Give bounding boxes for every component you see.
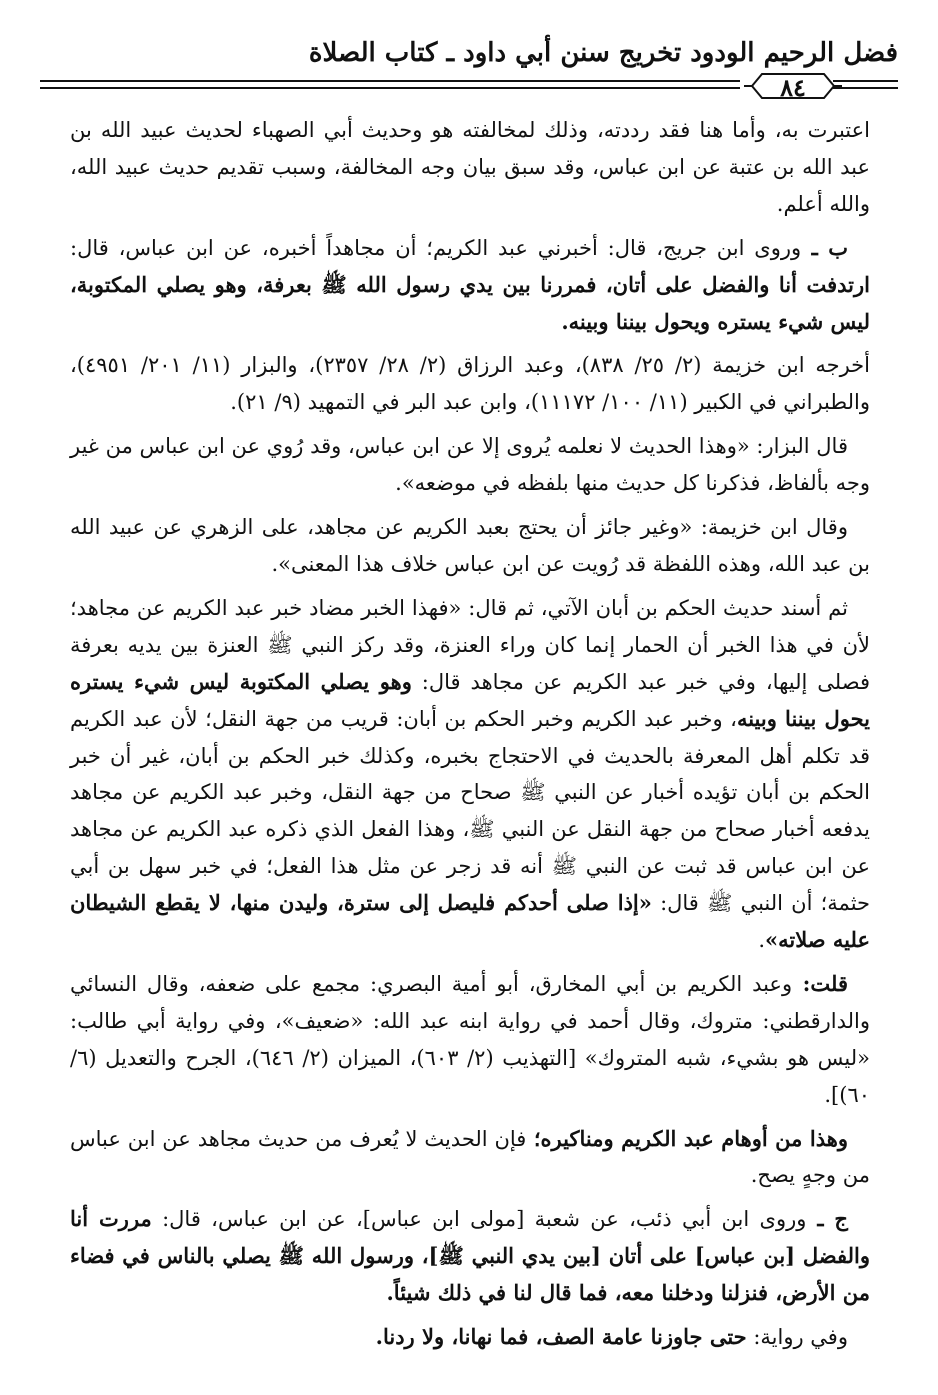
- hadith-text: مررت أنا والفضل [بن عباس] على أتان [بين يدي النبي ﷺ]، ورسول الله ﷺ يصلي بالناس في فضاء من الأرض، فنزلنا ودخلنا معه، فما قال لنا في ذلك شيئاً.: [70, 1206, 870, 1306]
- header-rule: [40, 80, 740, 82]
- paragraph: [70, 1121, 870, 1195]
- hadith-text: حتى جاوزنا عامة الصف، فما نهانا، ولا ردنا.: [375, 1324, 747, 1350]
- page-body: [70, 112, 870, 1363]
- paragraph: [70, 590, 870, 959]
- emphasis-text: وهذا من أوهام عبد الكريم ومناكيره؛: [526, 1125, 848, 1151]
- text-run: اعتبرت به، وأما هنا فقد رددته، وذلك لمخالفته هو وحديث أبي الصهباء لحديث عبيد الله بن عبد الله بن عتبة عن ابن عباس، وقد سبق بيان وجه المخالفة، وسبب تقديم حديث عبيد الله، والله أعلم.: [70, 118, 870, 216]
- paragraph: [70, 1201, 870, 1312]
- text-run: وروى ابن أبي ذئب، عن شعبة [مولى ابن عباس]، عن ابن عباس، قال:: [151, 1207, 807, 1232]
- text-run: وروى ابن جريج، قال: أخبرني عبد الكريم؛ أن مجاهداً أخبره، عن ابن عباس، قال:: [70, 235, 802, 260]
- paragraph: [70, 230, 870, 341]
- text-run: .: [758, 928, 766, 953]
- paragraph: [70, 112, 870, 223]
- header-rule: [40, 87, 740, 89]
- text-run: قال البزار: «وهذا الحديث لا نعلمه يُروى إلا عن ابن عباس، وقد رُوي عن ابن عباس من غير وجه بألفاظ، فذكرنا كل حديث منها بلفظه في موضعه».: [70, 434, 870, 496]
- page-number: ٨٤: [780, 73, 806, 102]
- text-run: أخرجه ابن خزيمة (٢/ ٢٥/ ٨٣٨)، وعبد الرزاق (٢/ ٢٨/ ٢٣٥٧)، والبزار (١١/ ٢٠١/ ٤٩٥١)، والطبراني في الكبير (١١/ ١٠٠/ ١١١٧٢)، وابن عبد البر في التمهيد (٩/ ٢١).: [70, 353, 870, 415]
- text-run: ثم أسند حديث الحكم بن أبان الآتي، ثم قال: «فهذا الخبر مضاد خبر عبد الكريم عن مجاهد؛ لأن في هذا الخبر أن الحمار إنما كان وراء العنزة، وقد ركز النبي ﷺ العنزة بين يديه بعرفة فصلى إليها، وفي خبر عبد الكريم عن مجاهد قال:: [70, 595, 870, 694]
- text-run: وفي رواية:: [746, 1325, 848, 1350]
- text-run: وقال ابن خزيمة: «وغير جائز أن يحتج بعبد الكريم عن مجاهد، على الزهري عن عبيد الله بن عبد الله، وهذه اللفظة قد رُويت عن ابن عباس خلاف هذا المعنى».: [70, 515, 870, 576]
- qultu-label: قلت:: [792, 970, 848, 996]
- paragraph: [70, 966, 870, 1114]
- hadith-text: ارتدفت أنا والفضل على أتان، فمررنا بين يدي رسول الله ﷺ بعرفة، وهو يصلي المكتوبة، ليس شيء يستره ويحول بيننا وبينه.: [70, 271, 870, 334]
- paragraph: [70, 509, 870, 583]
- page-header: [40, 30, 898, 110]
- paragraph: [70, 428, 870, 502]
- text-run: فإن الحديث لا يُعرف من حديث مجاهد عن ابن عباس من وجهٍ يصح.: [70, 1126, 870, 1188]
- running-title: فضل الرحيم الودود تخريج سنن أبي داود ـ كتاب الصلاة: [308, 38, 898, 68]
- text-run: وعبد الكريم بن أبي المخارق، أبو أمية البصري: مجمع على ضعفه، وقال النسائي والدارقطني: متروك، وقال أحمد في رواية ابنه عبد الله: «ضعيف»، وفي رواية أبي طالب: «ليس هو بشيء، شبه المتروك» [التهذيب (٢/ ٦٠٣)، الميزان (٢/ ٦٤٦)، الجرح والتعديل (٦/ ٦٠)].: [70, 971, 870, 1107]
- paragraph: [70, 1319, 870, 1356]
- hadith-text: «إذا صلى أحدكم فليصل إلى سترة، وليدن منها، لا يقطع الشيطان عليه صلاته»: [70, 890, 870, 953]
- section-letter: ج ـ: [806, 1206, 848, 1232]
- page-number-ornament: [742, 70, 844, 102]
- section-letter: ب ـ: [801, 234, 848, 260]
- hadith-text: وهو يصلي المكتوبة ليس شيء يستره يحول بيننا وبينه: [70, 668, 870, 731]
- paragraph: [70, 347, 870, 421]
- text-run: ، وخبر عبد الكريم وخبر الحكم بن أبان: قريب من جهة النقل؛ لأن عبد الكريم قد تكلم أهل المعرفة بالحديث في الاحتجاج بخبره، وكذلك خبر الحكم بن أبان، غير أن خبر الحكم بن أبان تؤيده أخبار عن النبي ﷺ صحاح من جهة النقل، وخبر عبد الكريم عن مجاهد يدفعه أخبار صحاح من جهة النقل عن النبي ﷺ، وهذا الفعل الذي ذكره عبد الكريم عن مجاهد عن ابن عباس قد ثبت عن النبي ﷺ أنه قد زجر عن مثل هذا الفعل؛ في خبر سهل بن أبي حثمة؛ أن النبي ﷺ قال:: [70, 706, 871, 916]
